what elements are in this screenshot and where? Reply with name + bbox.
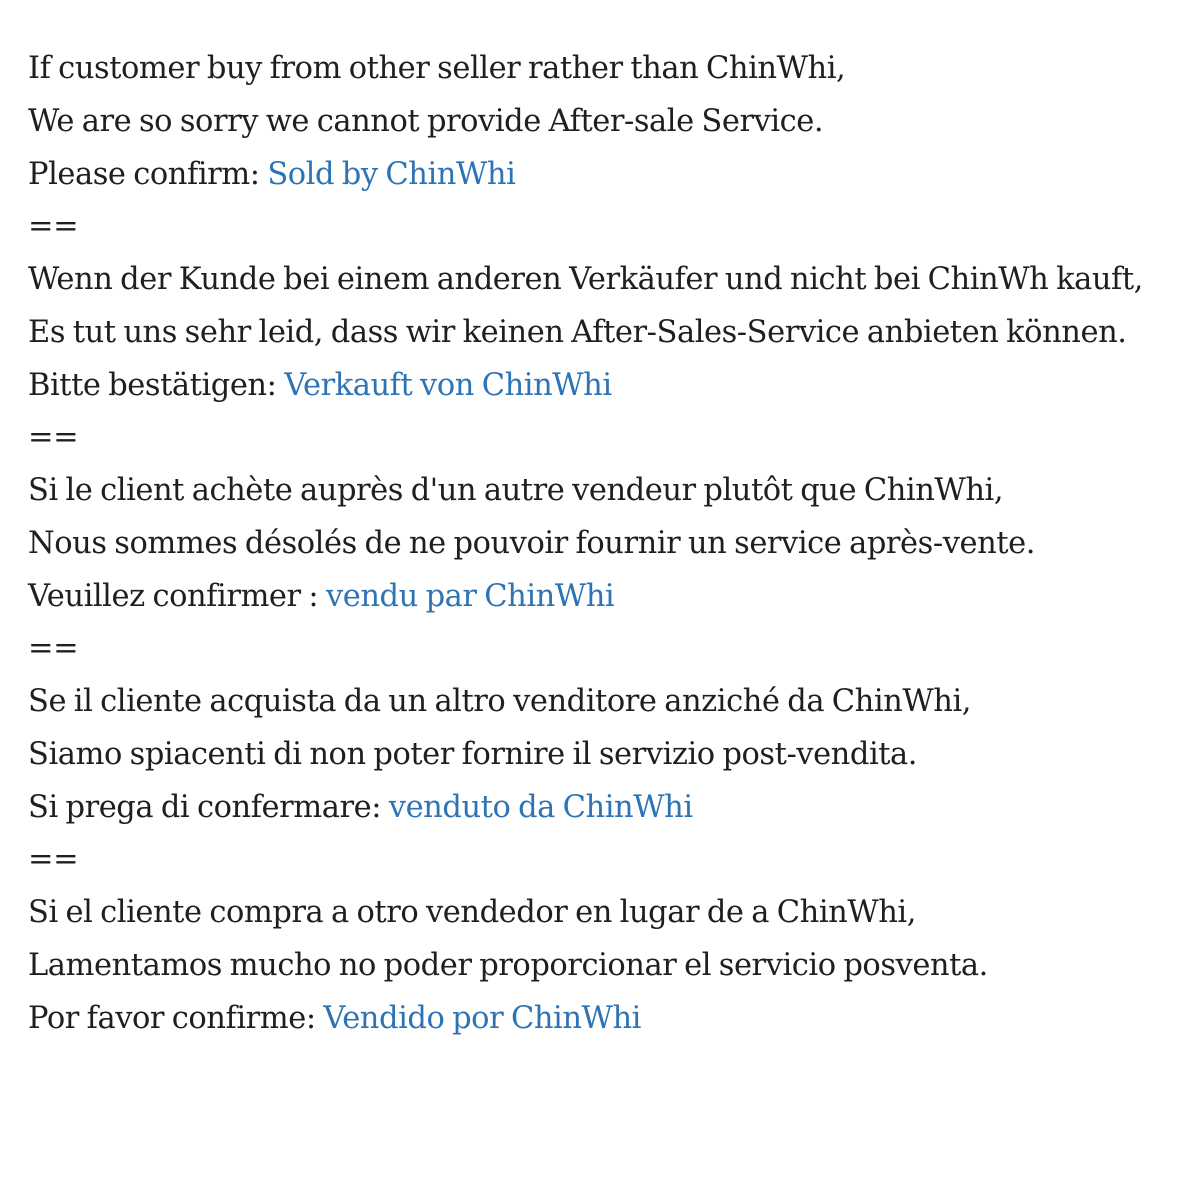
separator: == bbox=[28, 420, 79, 456]
seller-link-italian[interactable]: venduto da ChinWhi bbox=[388, 789, 693, 825]
confirm-prefix-french: Veuillez confirmer : bbox=[28, 578, 326, 614]
seller-link-english[interactable]: Sold by ChinWhi bbox=[267, 156, 516, 192]
notice-line-french-2: Nous sommes désolés de ne pouvoir fournir un service après-vente. bbox=[28, 525, 1035, 561]
seller-link-german[interactable]: Verkauft von ChinWhi bbox=[284, 367, 612, 403]
separator: == bbox=[28, 631, 79, 667]
confirm-prefix-english: Please confirm: bbox=[28, 156, 268, 192]
confirm-prefix-italian: Si prega di confermare: bbox=[28, 789, 389, 825]
confirm-line-english bbox=[28, 149, 1188, 202]
confirm-line-german bbox=[28, 360, 1188, 413]
notice-line-french-1: Si le client achète auprès d'un autre vendeur plutôt que ChinWhi, bbox=[28, 473, 1004, 508]
confirm-line-french bbox=[28, 571, 1188, 624]
seller-link-spanish[interactable]: Vendido por ChinWhi bbox=[323, 1000, 641, 1036]
confirm-line-italian bbox=[28, 782, 1188, 835]
confirm-prefix-german: Bitte bestätigen: bbox=[28, 367, 285, 403]
after-sale-notice bbox=[28, 43, 1188, 1045]
notice-line-italian-1: Se il cliente acquista da un altro venditore anziché da ChinWhi, bbox=[28, 684, 972, 719]
notice-line-spanish-2: Lamentamos mucho no poder proporcionar el servicio posventa. bbox=[28, 947, 988, 983]
seller-link-french[interactable]: vendu par ChinWhi bbox=[325, 578, 615, 614]
notice-line-spanish-1: Si el cliente compra a otro vendedor en lugar de a ChinWhi, bbox=[28, 895, 916, 930]
confirm-line-spanish bbox=[28, 993, 1188, 1046]
notice-line-german-1: Wenn der Kunde bei einem anderen Verkäufer und nicht bei ChinWh kauft, bbox=[28, 262, 1143, 297]
confirm-prefix-spanish: Por favor confirme: bbox=[28, 1000, 324, 1036]
notice-line-german-2: Es tut uns sehr leid, dass wir keinen After-Sales-Service anbieten können. bbox=[28, 314, 1127, 350]
separator: == bbox=[28, 842, 79, 878]
notice-line-italian-2: Siamo spiacenti di non poter fornire il servizio post-vendita. bbox=[28, 736, 918, 772]
separator: == bbox=[28, 209, 79, 245]
notice-line-english-1: If customer buy from other seller rather than ChinWhi, bbox=[28, 51, 846, 86]
notice-line-english-2: We are so sorry we cannot provide After-sale Service. bbox=[28, 103, 824, 139]
